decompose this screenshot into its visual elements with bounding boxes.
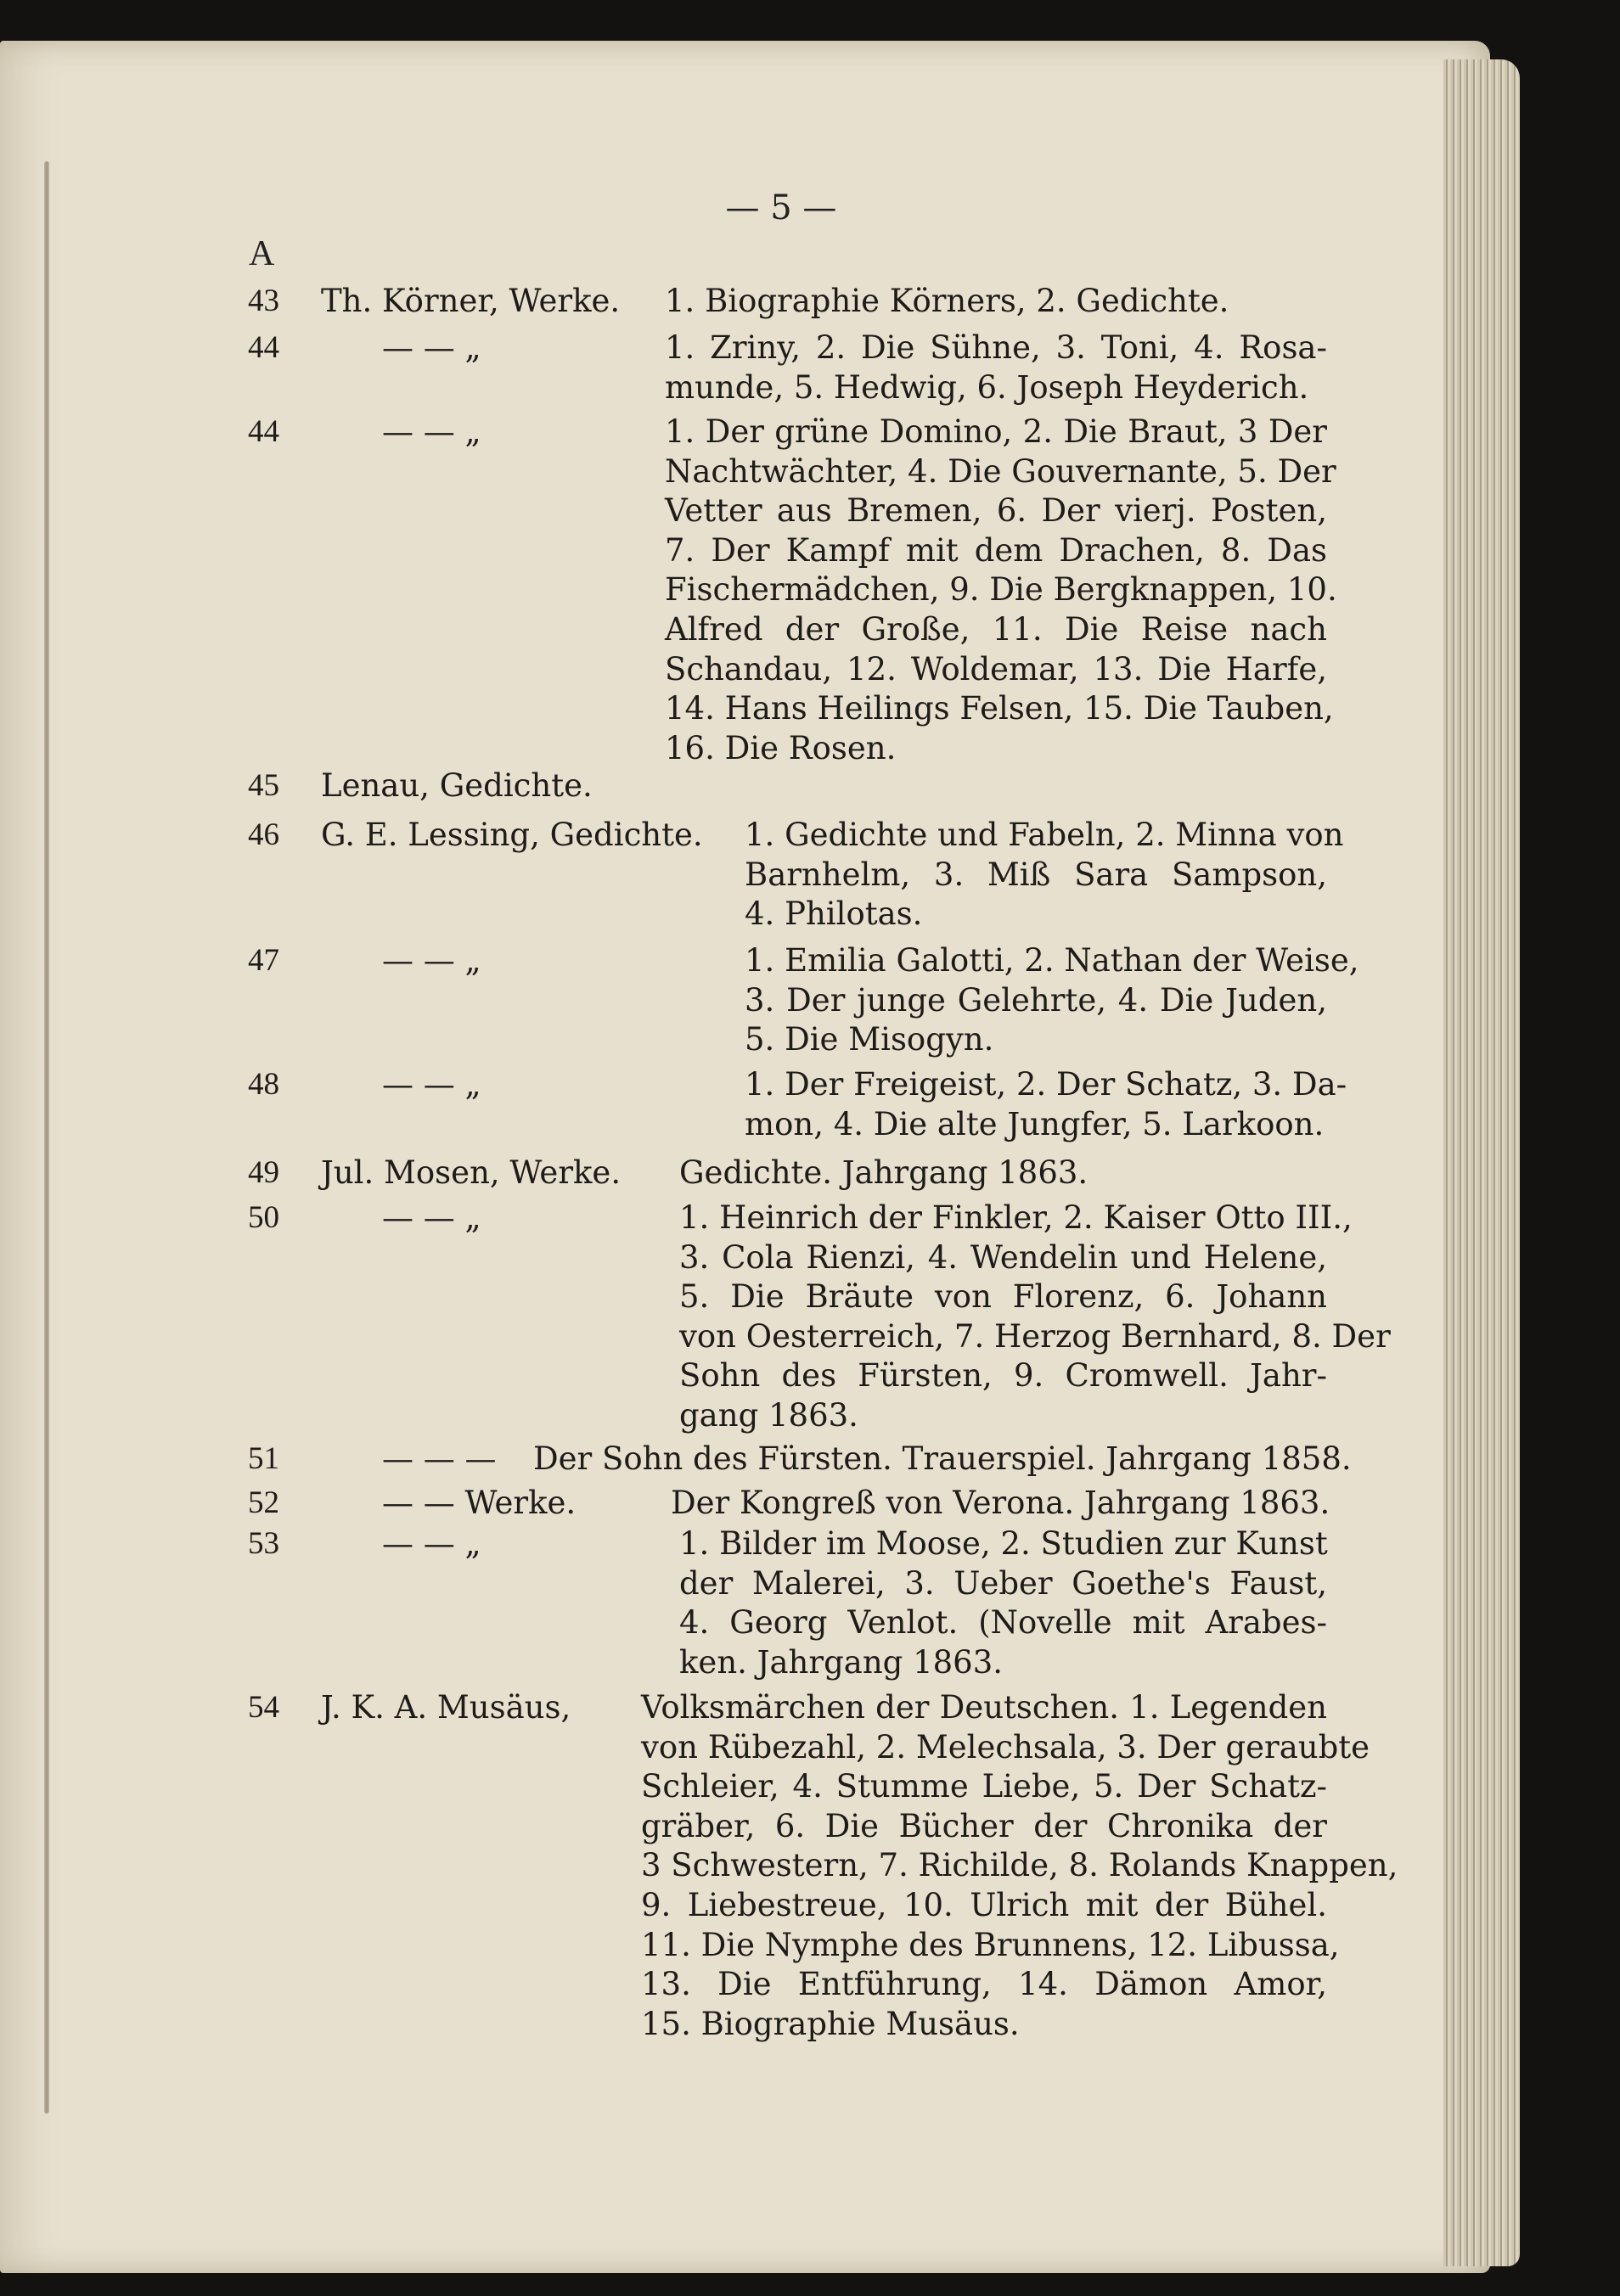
entry-text-line: Der Kongreß von Verona. Jahrgang 1863. bbox=[671, 1485, 1330, 1521]
entry-author: — — „ bbox=[382, 942, 481, 979]
page-edges bbox=[1443, 59, 1520, 2266]
entry-text-line: Nachtwächter, 4. Die Gouvernante, 5. Der bbox=[665, 452, 1336, 490]
entry-author: — — „ bbox=[382, 329, 481, 366]
entry-text-line: 1. Gedichte und Fabeln, 2. Minna von bbox=[745, 817, 1344, 853]
entry-text-line: 16. Die Rosen. bbox=[665, 729, 897, 766]
entry-text-line: gräber, 6. Die Bücher der Chronika der bbox=[641, 1807, 1327, 1844]
entry-text-line: gang 1863. bbox=[679, 1397, 858, 1434]
section-letter: A bbox=[249, 234, 275, 273]
entry-text-line: mon, 4. Die alte Jungfer, 5. Larkoon. bbox=[745, 1105, 1325, 1142]
entry-author: — — „ bbox=[382, 1066, 481, 1103]
entry-text-line: 1. Der Freigeist, 2. Der Schatz, 3. Da- bbox=[745, 1066, 1347, 1103]
entry-text-line: 1. Biographie Körners, 2. Gedichte. bbox=[665, 283, 1229, 319]
entry-number: 49 bbox=[248, 1155, 279, 1190]
entry-author: — — „ bbox=[382, 1199, 481, 1236]
entry-author: Th. Körner, Werke. bbox=[321, 283, 621, 319]
entry-number: 44 bbox=[248, 414, 279, 449]
entry-author: J. K. A. Musäus, bbox=[321, 1689, 571, 1726]
entry-text-line: 5. Die Misogyn. bbox=[745, 1021, 994, 1058]
entry-author: — — „ bbox=[382, 1525, 481, 1562]
entry-text-line: Sohn des Fürsten, 9. Cromwell. Jahr- bbox=[679, 1357, 1327, 1395]
entry-text-line: 4. Georg Venlot. (Novelle mit Arabes- bbox=[679, 1604, 1327, 1642]
entry-number: 46 bbox=[248, 817, 279, 852]
entry-text-line: der Malerei, 3. Ueber Goethe's Faust, bbox=[679, 1564, 1327, 1602]
entry-text-line: 3. Cola Rienzi, 4. Wendelin und Helene, bbox=[679, 1238, 1327, 1276]
entry-text-line: Alfred der Große, 11. Die Reise nach bbox=[665, 611, 1327, 648]
entry-text-line: Der Sohn des Fürsten. Trauerspiel. Jahrgang 1858. bbox=[533, 1440, 1352, 1477]
entry-number: 47 bbox=[248, 943, 279, 978]
entry-author: Lenau, Gedichte. bbox=[321, 767, 593, 804]
entry-number: 54 bbox=[248, 1690, 279, 1725]
entry-text-line: 4. Philotas. bbox=[745, 895, 923, 933]
entry-text-line: von Oesterreich, 7. Herzog Bernhard, 8. Der bbox=[679, 1317, 1391, 1355]
entry-text-line: 9. Liebestreue, 10. Ulrich mit der Bühel. bbox=[641, 1887, 1327, 1923]
entry-number: 45 bbox=[248, 768, 279, 803]
entry-text-line: Fischermädchen, 9. Die Bergknappen, 10. bbox=[665, 571, 1337, 609]
entry-author: Jul. Mosen, Werke. bbox=[321, 1154, 622, 1191]
entry-text-line: 15. Biographie Musäus. bbox=[641, 2005, 1020, 2042]
entry-author: G. E. Lessing, Gedichte. bbox=[321, 817, 703, 853]
entry-author: — — „ bbox=[382, 413, 481, 450]
entry-number: 51 bbox=[248, 1441, 279, 1476]
entry-text-line: 14. Hans Heilings Felsen, 15. Die Tauben, bbox=[665, 690, 1334, 727]
entry-text-line: von Rübezahl, 2. Melechsala, 3. Der geraubte bbox=[641, 1728, 1370, 1766]
entry-number: 50 bbox=[248, 1200, 279, 1235]
entry-text-line: 1. Zriny, 2. Die Sühne, 3. Toni, 4. Rosa- bbox=[665, 329, 1327, 366]
entry-number: 52 bbox=[248, 1485, 279, 1520]
entry-number: 53 bbox=[248, 1526, 279, 1561]
entry-text-line: munde, 5. Hedwig, 6. Joseph Heyderich. bbox=[665, 368, 1309, 406]
entry-text-line: 11. Die Nymphe des Brunnens, 12. Libussa, bbox=[641, 1926, 1340, 1963]
page-number: — 5 — bbox=[725, 188, 837, 227]
entry-text-line: 3 Schwestern, 7. Richilde, 8. Rolands Knappen, bbox=[641, 1847, 1398, 1884]
entry-text-line: Schleier, 4. Stumme Liebe, 5. Der Schatz- bbox=[641, 1768, 1327, 1805]
entry-text-line: 1. Heinrich der Finkler, 2. Kaiser Otto III., bbox=[679, 1199, 1353, 1236]
entry-text-line: Vetter aus Bremen, 6. Der vierj. Posten, bbox=[665, 492, 1327, 530]
entry-author: — — — bbox=[382, 1440, 497, 1477]
entry-text-line: Gedichte. Jahrgang 1863. bbox=[679, 1154, 1088, 1191]
entry-text-line: 3. Der junge Gelehrte, 4. Die Juden, bbox=[745, 981, 1327, 1019]
entry-text-line: 7. Der Kampf mit dem Drachen, 8. Das bbox=[665, 531, 1327, 569]
entry-text-line: 13. Die Entführung, 14. Dämon Amor, bbox=[641, 1966, 1327, 2003]
entry-author: — — Werke. bbox=[382, 1485, 577, 1521]
entry-text-line: 5. Die Bräute von Florenz, 6. Johann bbox=[679, 1278, 1327, 1316]
entry-number: 44 bbox=[248, 330, 279, 365]
entry-text-line: Barnhelm, 3. Miß Sara Sampson, bbox=[745, 856, 1327, 893]
entry-text-line: Schandau, 12. Woldemar, 13. Die Harfe, bbox=[665, 650, 1327, 688]
entry-number: 48 bbox=[248, 1067, 279, 1102]
entry-text-line: 1. Bilder im Moose, 2. Studien zur Kunst bbox=[679, 1525, 1328, 1562]
entry-text-line: Volksmärchen der Deutschen. 1. Legenden bbox=[641, 1689, 1327, 1726]
entry-text-line: 1. Der grüne Domino, 2. Die Braut, 3 Der bbox=[665, 413, 1327, 450]
entry-text-line: 1. Emilia Galotti, 2. Nathan der Weise, bbox=[745, 942, 1359, 979]
entry-number: 43 bbox=[248, 283, 279, 318]
binding-thread bbox=[44, 161, 49, 2114]
entry-text-line: ken. Jahrgang 1863. bbox=[679, 1643, 1004, 1681]
